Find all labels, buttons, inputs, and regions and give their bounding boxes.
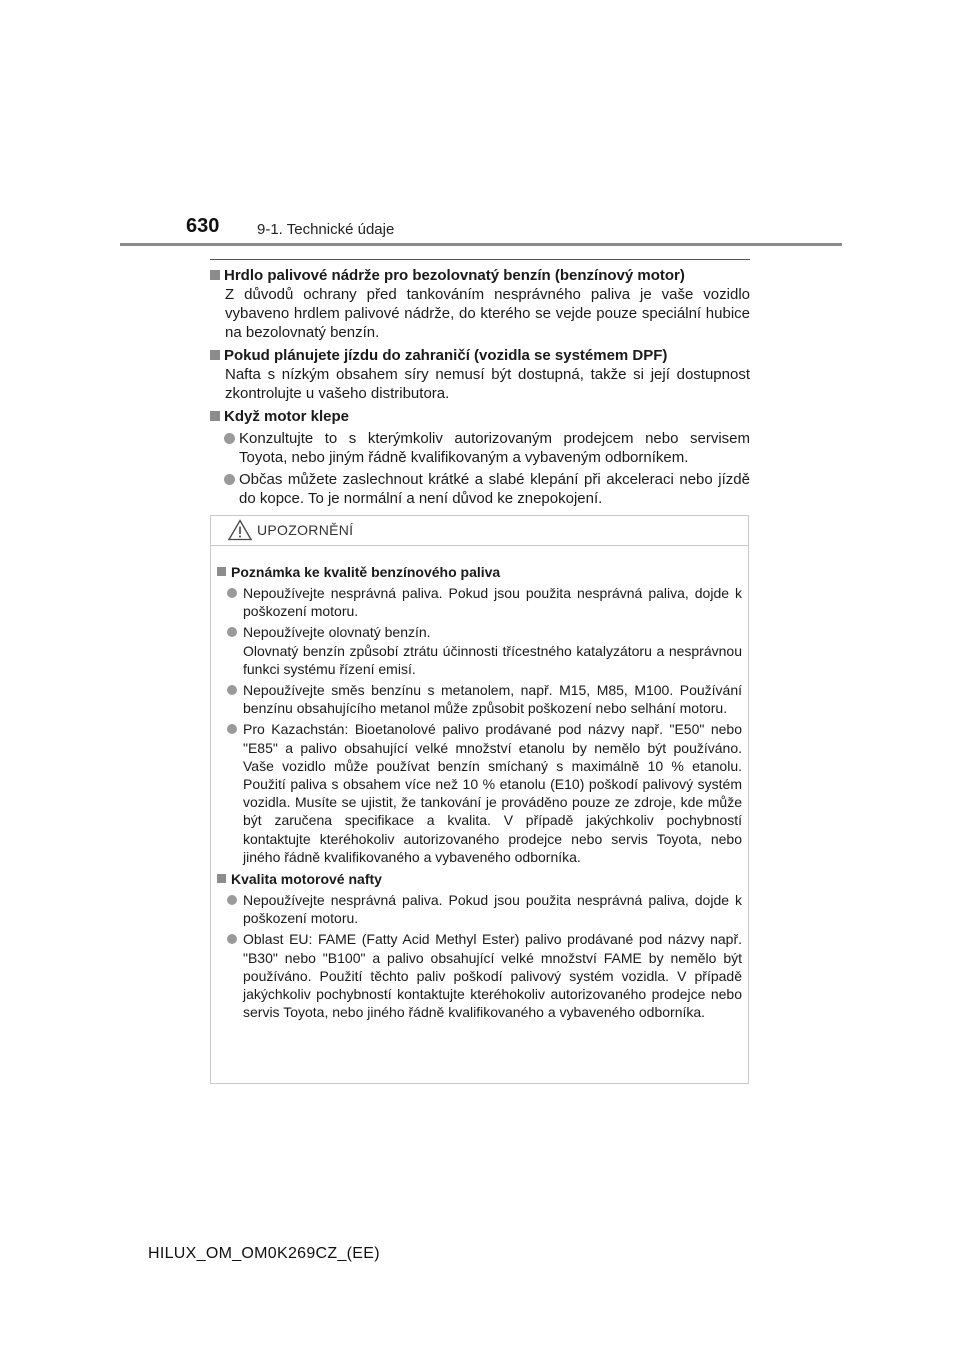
section-title [210, 407, 750, 426]
section-title [210, 346, 750, 365]
warning-body [211, 546, 748, 1021]
list-item-text: Nepoužívejte směs benzínu s metanolem, např. M15, M85, M100. Používání benzínu obsahujícího metanol může způsobit poškození nebo selhání motoru. [243, 682, 742, 717]
section-title-text: Pokud plánujete jízdu do zahraničí (vozidla se systémem DPF) [224, 347, 668, 364]
section-title-text: Poznámka ke kvalitě benzínového paliva [231, 564, 501, 580]
warning-section-title [217, 563, 742, 581]
page-header [0, 0, 960, 250]
round-bullet-icon [224, 433, 235, 444]
section-title-text: Hrdlo palivové nádrže pro bezolovnatý benzín (benzínový motor) [224, 267, 685, 284]
list-item [217, 720, 742, 866]
main-content [210, 259, 750, 508]
list-item [217, 930, 742, 1021]
section-text: Nafta s nízkým obsahem síry nemusí být dostupná, takže si její dostupnost zkontrolujte u vašeho distributora. [225, 366, 750, 402]
square-bullet-icon [217, 567, 226, 576]
section-title [210, 266, 750, 285]
round-bullet-icon [227, 685, 237, 695]
section-text: Z důvodů ochrany před tankováním nesprávného paliva je vaše vozidlo vybaveno hrdlem palivové nádrže, do kterého se vejde pouze speciální hubice na bezolovnatý benzín. [225, 286, 750, 341]
round-bullet-icon [227, 895, 237, 905]
warning-header [211, 516, 748, 546]
list-item-text: Pro Kazachstán: Bioetanolové palivo prodávané pod názvy např. "E50" nebo "E85" a palivo obsahující velké množství etanolu by nemělo být používáno. Vaše vozidlo může používat benzín smíchaný s maximálně 10 % etanolu. Použití paliva s obsahem více než 10 % etanolu (E10) poškodí palivový systém vozidla. Musíte se ujistit, že tankování je prováděno pouze ze zdroje, kde může být zaručena specifikace a kvalita. V případě jakýchkoliv pochybností kontaktujte kteréhokoliv autorizovaného prodejce nebo servis Toyota, nebo jiného řádně kvalifikovaného a vybaveného odborníka. [243, 721, 742, 865]
list-item [210, 429, 750, 467]
list-item [217, 681, 742, 717]
document-footer: HILUX_OM_OM0K269CZ_(EE) [148, 1245, 380, 1262]
chapter-title: 9-1. Technické údaje [257, 221, 395, 238]
round-bullet-icon [227, 588, 237, 598]
list-item-text: Nepoužívejte nesprávná paliva. Pokud jsou použita nesprávná paliva, dojde k poškození motoru. [243, 892, 742, 927]
round-bullet-icon [224, 474, 235, 485]
list-item [217, 623, 742, 678]
square-bullet-icon [210, 270, 220, 280]
list-item-text: Konzultujte to s kterýmkoliv autorizovaným prodejcem nebo servisem Toyota, nebo jiným řádně kvalifikovaným a vybaveným odborníkem. [239, 430, 750, 466]
list-item-text: Občas můžete zaslechnout krátké a slabé klepání při akceleraci nebo jízdě do kopce. To je normální a není důvod ke znepokojení. [239, 471, 750, 507]
warning-triangle-icon [228, 519, 252, 541]
square-bullet-icon [217, 874, 226, 883]
list-item [217, 891, 742, 927]
list-item-text: Nepoužívejte olovnatý benzín. [243, 624, 431, 641]
round-bullet-icon [227, 724, 237, 734]
square-bullet-icon [210, 350, 220, 360]
list-item-text: Olovnatý benzín způsobí ztrátu účinnosti třícestného katalyzátoru a nesprávnou funkci systému řízení emisí. [243, 642, 742, 677]
warning-title: UPOZORNĚNÍ [257, 522, 354, 538]
warning-box [210, 515, 749, 1084]
list-item-text: Nepoužívejte nesprávná paliva. Pokud jsou použita nesprávná paliva, dojde k poškození motoru. [243, 585, 742, 620]
list-item [217, 584, 742, 620]
header-divider [120, 243, 842, 246]
round-bullet-icon [227, 934, 237, 944]
round-bullet-icon [227, 627, 237, 637]
warning-section-title [217, 870, 742, 888]
section-title-text: Kvalita motorové nafty [231, 871, 382, 888]
list-item-text: Oblast EU: FAME (Fatty Acid Methyl Ester) palivo prodávané pod názvy např. "B30" nebo "B100" a palivo obsahující velké množství FAME by nemělo být používáno. Použití těchto paliv poškodí palivový systém vozidla. V případě jakýchkoliv pochybností kontaktujte kteréhokoliv autorizovaného prodejce nebo servis Toyota, nebo jiného řádně kvalifikovaného a vybaveného odborníka. [243, 931, 742, 1021]
content-divider [210, 259, 750, 260]
square-bullet-icon [210, 411, 220, 421]
section-title-text: Když motor klepe [224, 408, 350, 425]
page-number: 630 [186, 215, 220, 237]
list-item [210, 470, 750, 508]
